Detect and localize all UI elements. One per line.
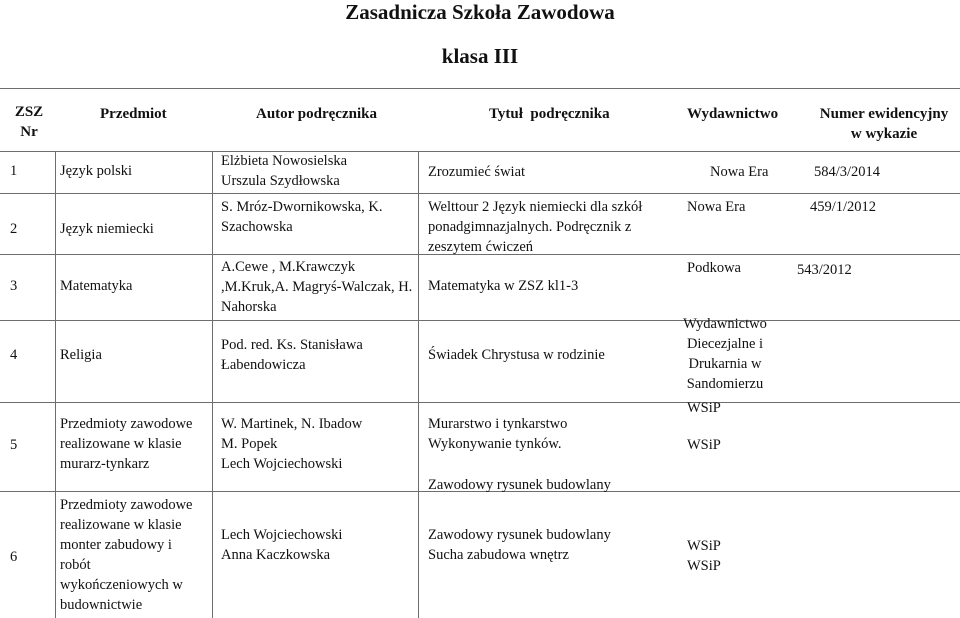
- row3-przedmiot: Matematyka: [60, 278, 133, 294]
- row5-nr: 5: [10, 437, 18, 453]
- row5-autor: W. Martinek, N. Ibadow M. Popek Lech Wojciechowski: [221, 416, 363, 472]
- row3-tytul: Matematyka w ZSZ kl1-3: [428, 278, 579, 294]
- table-top-border: [0, 88, 960, 89]
- row5-przedmiot: Przedmioty zawodowe realizowane w klasie murarz-tynkarz: [60, 416, 193, 472]
- row-divider: [0, 151, 960, 152]
- header-tytul: Tytuł podręcznika: [489, 106, 610, 122]
- row1-autor: Elżbieta Nowosielska Urszula Szydłowska: [221, 153, 348, 189]
- row1-numer: 584/3/2014: [814, 164, 881, 180]
- row3-autor: A.Cewe , M.Krawczyk ,M.Kruk,A. Magryś-Walczak, H. Nahorska: [221, 259, 413, 315]
- row5-tytul-a: Murarstwo i tynkarstwo Wykonywanie tynków.: [428, 416, 568, 452]
- row2-numer: 459/1/2012: [810, 199, 877, 215]
- header-przedmiot: Przedmiot: [100, 106, 167, 122]
- row6-przedmiot: Przedmioty zawodowe realizowane w klasie monter zabudowy i robót wykończeniowych w budownictwie: [60, 497, 193, 613]
- row6-wydawnictwo: WSiP WSiP: [687, 538, 721, 574]
- row4-przedmiot: Religia: [60, 347, 102, 363]
- row1-wydawnictwo: Nowa Era: [710, 164, 769, 180]
- row4-wydawnictwo: Wydawnictwo Diecezjalne i Drukarnia w Sandomierzu: [683, 316, 767, 392]
- row4-nr: 4: [10, 347, 18, 363]
- row2-autor: S. Mróz-Dwornikowska, K. Szachowska: [221, 199, 383, 235]
- header-numer: Numer ewidencyjny w wykazie: [819, 106, 949, 142]
- row3-wydawnictwo: Podkowa: [687, 260, 741, 276]
- row-divider: [0, 402, 960, 403]
- row2-wydawnictwo: Nowa Era: [687, 199, 746, 215]
- row6-nr: 6: [10, 549, 18, 565]
- row6-autor: Lech Wojciechowski Anna Kaczkowska: [221, 527, 343, 563]
- row1-przedmiot: Język polski: [60, 163, 133, 179]
- row5-wydawnictwo-a: WSiP: [687, 400, 721, 416]
- column-divider: [418, 151, 419, 618]
- row1-tytul: Zrozumieć świat: [428, 164, 526, 180]
- row3-numer: 543/2012: [797, 262, 852, 278]
- page-title: Zasadnicza Szkoła Zawodowa: [345, 0, 615, 24]
- row4-autor: Pod. red. Ks. Stanisława Łabendowicza: [221, 337, 363, 373]
- header-autor: Autor podręcznika: [256, 106, 377, 122]
- row2-nr: 2: [10, 221, 18, 237]
- row-divider: [0, 320, 960, 321]
- row-divider: [0, 193, 960, 194]
- row2-przedmiot: Język niemiecki: [60, 221, 154, 237]
- row4-tytul: Świadek Chrystusa w rodzinie: [428, 347, 605, 363]
- row1-nr: 1: [10, 163, 18, 179]
- row2-tytul: Welttour 2 Język niemiecki dla szkół ponadgimnazjalnych. Podręcznik z zeszytem ćwiczeń: [428, 199, 643, 255]
- header-nr: ZSZ Nr: [14, 104, 44, 140]
- row5-tytul-b: Zawodowy rysunek budowlany: [428, 477, 611, 493]
- row5-wydawnictwo-b: WSiP: [687, 437, 721, 453]
- page-subtitle: klasa III: [441, 44, 519, 68]
- row3-nr: 3: [10, 278, 18, 294]
- column-divider: [55, 151, 56, 618]
- row6-tytul: Zawodowy rysunek budowlany Sucha zabudowa wnętrz: [428, 527, 611, 563]
- column-divider: [212, 151, 213, 618]
- header-wydawnictwo: Wydawnictwo: [687, 106, 779, 122]
